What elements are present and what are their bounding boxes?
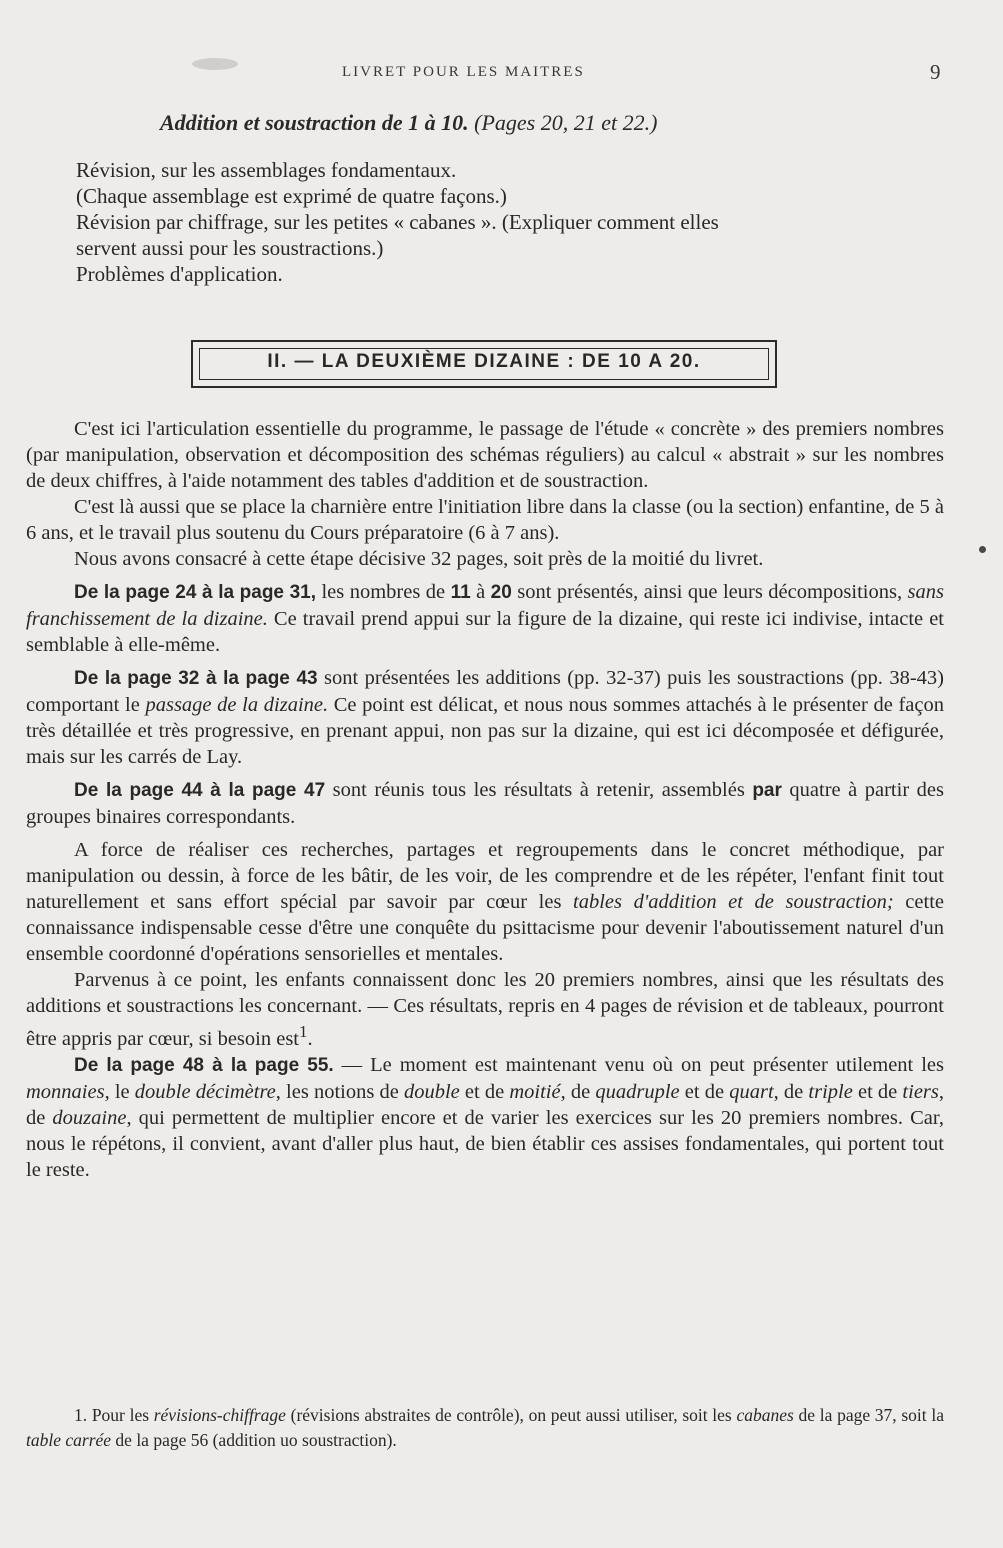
- bold-word: par: [752, 780, 782, 801]
- paragraph-7: [26, 837, 944, 967]
- paragraph-5: [26, 665, 944, 770]
- emphasis: sans franchissement de la dizaine.: [26, 581, 944, 630]
- paragraph-1: C'est ici l'articulation essentielle du programme, le passage de l'étude « concrète » des premiers nombres (par manipulation, observation et décomposition des schémas réguliers) au calcul « abstrait » sur les nombres de deux chiffres, à l'aide notamment des tables d'addition et de soustraction.: [26, 418, 944, 492]
- text-run: .: [307, 1027, 313, 1050]
- emphasis: douzaine: [52, 1106, 127, 1129]
- text-run: , de: [773, 1080, 809, 1103]
- main-text: [26, 416, 944, 1183]
- paragraph-lead: De la page 24 à la page 31,: [74, 582, 317, 603]
- text-run: Ce travail prend appui sur la figure de la dizaine, qui reste ici indivise, intacte et semblable à elle-même.: [26, 608, 944, 656]
- text-run: , le: [104, 1080, 135, 1103]
- revision-list: [76, 157, 956, 287]
- footnote-text: [26, 1403, 944, 1453]
- emphasis: table carrée: [26, 1430, 112, 1450]
- text-run: les nombres de: [316, 581, 451, 603]
- emphasis: double décimètre: [134, 1080, 276, 1103]
- emphasis: tables d'addition et de soustraction;: [573, 891, 894, 913]
- emphasis: révisions-chiffrage: [153, 1405, 286, 1425]
- section-heading-pages: (Pages 20, 21 et 22.): [474, 110, 658, 135]
- text-run: A force de réaliser ces recherches, partages et regroupements dans le concret méthodique, par manipulation ou dessin, à force de les bâtir, de les voir, de les comprendre et de les répéter, l'enfant finit tout naturellement et sans effort spécial par savoir par cœur les: [26, 839, 944, 913]
- revision-line: servent aussi pour les soustractions.): [76, 236, 384, 260]
- paragraph-6: [26, 777, 944, 830]
- chapter-title: II. — LA DEUXIÈME DIZAINE : DE 10 A 20.: [267, 351, 701, 372]
- text-run: (révisions abstraites de contrôle), on peut aussi utiliser, soit les: [285, 1405, 737, 1425]
- paragraph-8: [26, 967, 944, 1052]
- text-run: à: [470, 581, 491, 603]
- section-heading-main: Addition et soustraction de 1 à 10.: [160, 110, 469, 135]
- text-run: sont présentés, ainsi que leurs décompositions,: [511, 581, 908, 603]
- text-run: quatre à partir des groupes binaires correspondants.: [26, 779, 944, 828]
- paragraph-3: Nous avons consacré à cette étape décisive 32 pages, soit près de la moitié du livret.: [74, 548, 764, 570]
- text-run: sont présentées les additions (pp. 32-37) puis les soustractions (pp. 38-43) comportant le: [26, 667, 944, 716]
- text-run: cette connaissance indispensable cesse d'être une conquête du psittacisme pour devenir l'aboutissement naturel d'un ensemble coordonné d'opérations sensorielles et mentales.: [26, 891, 944, 965]
- paragraph-lead: De la page 44 à la page 47: [74, 780, 326, 801]
- text-run: , de: [26, 1080, 944, 1129]
- revision-line: Problèmes d'application.: [76, 262, 283, 286]
- text-run: , qui permettent de multiplier encore et de varier les exercices sur les 20 premiers nombres. Car, nous le répétons, il convient, avant d'aller plus haut, de bien établir ces assises fondamentales, qui portent tout le reste.: [26, 1106, 944, 1181]
- number-bold: 20: [490, 582, 512, 603]
- text-run: et de: [459, 1080, 510, 1103]
- revision-line: Révision, sur les assemblages fondamentaux.: [76, 158, 457, 182]
- emphasis: passage de la dizaine.: [145, 694, 329, 716]
- emphasis: quart: [729, 1080, 774, 1103]
- text-run: Ce point est délicat, et nous nous sommes attachés à le présenter de façon très détaillée et très progressive, en prenant appui, non pas sur la dizaine, qui est ici décomposée et défigurée, mais sur les carrés de Lay.: [26, 694, 944, 768]
- paragraph-9: [26, 1052, 944, 1183]
- margin-dot-mark: [979, 546, 986, 553]
- revision-line: (Chaque assemblage est exprimé de quatre façons.): [76, 184, 507, 208]
- emphasis: quadruple: [595, 1080, 680, 1103]
- text-run: , les notions de: [275, 1080, 404, 1103]
- paragraph-lead: De la page 48 à la page 55.: [74, 1054, 334, 1076]
- emphasis: tiers: [902, 1080, 939, 1103]
- emphasis: double: [403, 1080, 460, 1103]
- paragraph-lead: De la page 32 à la page 43: [74, 668, 318, 689]
- page-number: 9: [930, 60, 941, 84]
- text-run: de la page 37, soit la: [793, 1405, 944, 1425]
- paragraph-2: C'est là aussi que se place la charnière entre l'initiation libre dans la classe (ou la section) enfantine, de 5 à 6 ans, et le travail plus soutenu du Cours préparatoire (6 à 7 ans).: [26, 496, 944, 544]
- section-heading: [160, 110, 860, 136]
- text-run: 1. Pour les: [74, 1405, 154, 1425]
- emphasis: moitié: [509, 1080, 561, 1103]
- text-run: et de: [679, 1080, 730, 1103]
- running-head-title: LIVRET POUR LES MAITRES: [342, 64, 585, 80]
- emphasis: monnaies: [26, 1080, 105, 1103]
- paragraph-4: [26, 579, 944, 658]
- footnote: [26, 1403, 944, 1453]
- emphasis: cabanes: [736, 1405, 794, 1425]
- text-run: — Le moment est maintenant venu où on peut présenter utilement les: [333, 1053, 944, 1076]
- footnote-marker: 1: [299, 1022, 308, 1041]
- emphasis: triple: [808, 1080, 853, 1103]
- text-run: sont réunis tous les résultats à retenir, assemblés: [325, 779, 753, 801]
- running-head: [0, 60, 1003, 88]
- text-run: de la page 56 (addition uo soustraction).: [111, 1430, 397, 1450]
- number-bold: 11: [450, 582, 471, 603]
- chapter-title-box: [191, 340, 777, 388]
- text-run: Parvenus à ce point, les enfants connaissent donc les 20 premiers nombres, ainsi que les résultats des additions et soustractions les concernant. — Ces résultats, repris en 4 pages de révision et de tableaux, pourront être appris par cœur, si besoin est: [26, 969, 944, 1050]
- revision-line: Révision par chiffrage, sur les petites « cabanes ». (Expliquer comment elles: [76, 210, 719, 234]
- text-run: et de: [852, 1080, 903, 1103]
- text-run: , de: [560, 1080, 596, 1103]
